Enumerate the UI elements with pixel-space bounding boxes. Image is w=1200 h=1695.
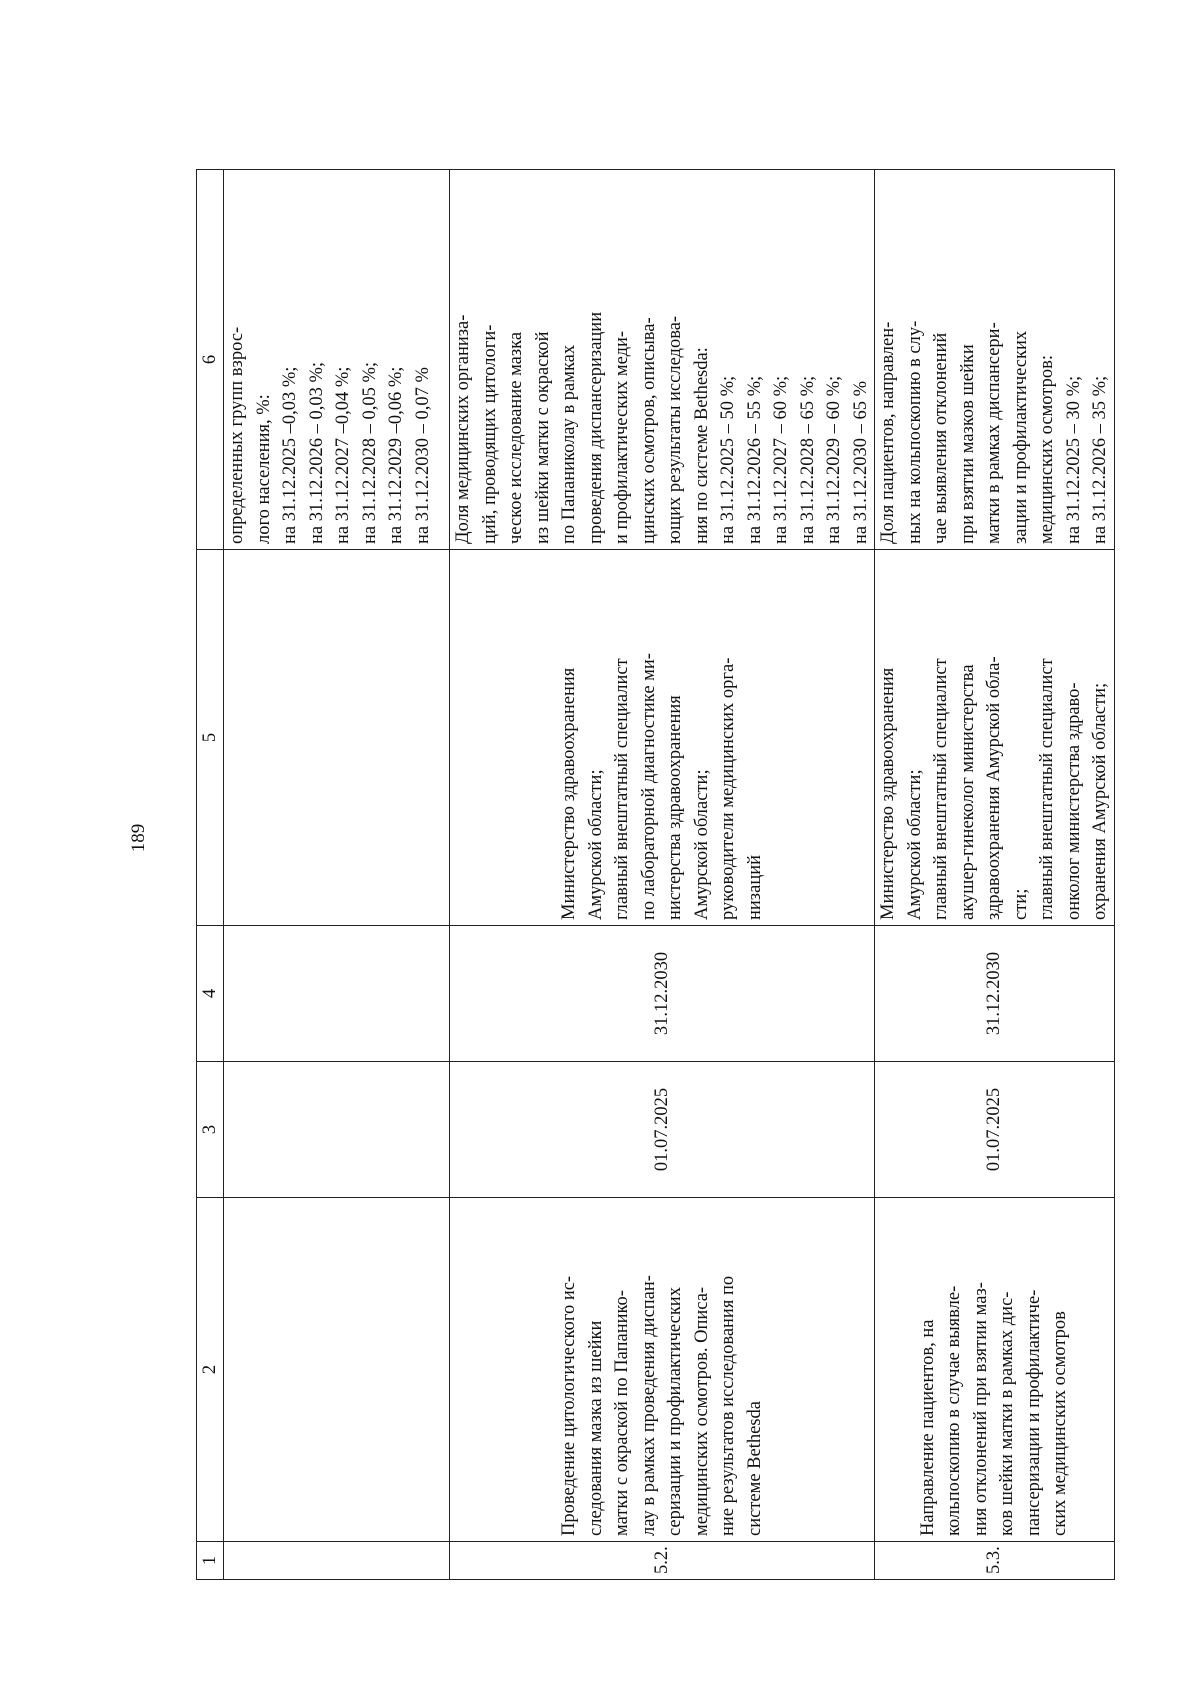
indicator-cell — [224, 170, 450, 550]
table-header-row — [197, 170, 224, 1580]
indicator-text: Доля медицинских организа- ций, проводящих цитологи- ческое исследование мазка из шейки матки с окраской по Папаниколау в рамках проведения диспансеризации и профилактических меди- цинских осмотров, описыва- ющих результаты исследова- ния по системе Bethesda: на 31.12.2025 – 50 %; на 31.12.2026 – 55 %; на 31.12.2027 – 60 %; на 31.12.2028 – 65 %; на 31.12.2029 – 60 %; на 31.12.2030 – 65 % — [453, 311, 871, 544]
responsible-cell — [450, 550, 875, 926]
start-date-cell: 01.07.2025 — [875, 1062, 1115, 1198]
table-row — [224, 170, 450, 1580]
responsible-cell — [224, 550, 450, 926]
start-date-cell — [224, 1062, 450, 1198]
table-row — [875, 170, 1115, 1580]
start-date-cell: 01.07.2025 — [450, 1062, 875, 1198]
column-header: 2 — [197, 1198, 224, 1542]
responsible-text: Министерство здравоохранения Амурской области; главный внештатный специалист акушер-гинеколог министерства здравоохранения Амурской обла- сти; главный внештатный специалист онколог министерства здраво- охранения Амурской области; — [878, 656, 1110, 920]
row-number: 5.3. — [875, 1542, 1115, 1580]
indicator-text: определенных групп взрос- лого населения, %: на 31.12.2025 –0,03 %; на 31.12.2026 – 0,03 %; на 31.12.2027 –0,04 %; на 31.12.2028 – 0,05 %; на 31.12.2029 –0,06 %; на 31.12.2030 – 0,07 % — [227, 326, 433, 544]
page-number: 189 — [128, 823, 149, 853]
action-cell — [875, 1198, 1115, 1542]
column-header: 1 — [197, 1542, 224, 1580]
indicator-cell — [875, 170, 1115, 550]
column-header: 6 — [197, 170, 224, 550]
action-cell — [450, 1198, 875, 1542]
row-number: 5.2. — [450, 1542, 875, 1580]
column-header: 4 — [197, 926, 224, 1062]
row-number — [224, 1542, 450, 1580]
end-date-cell: 31.12.2030 — [875, 926, 1115, 1062]
action-cell — [224, 1198, 450, 1542]
indicator-cell — [450, 170, 875, 550]
plan-table-rotated — [196, 170, 1110, 1580]
end-date-cell: 31.12.2030 — [450, 926, 875, 1062]
table-row — [450, 170, 875, 1580]
plan-table — [196, 169, 1115, 1580]
indicator-text: Доля пациентов, направлен- ных на кольпоскопию в слу- чае выявления отклонений при взятии мазков шейки матки в рамках диспансери- зации и профилактических медицинских осмотров: на 31.12.2025 – 30 %; на 31.12.2026 – 35 %; — [878, 320, 1110, 544]
column-header: 5 — [197, 550, 224, 926]
action-text: Проведение цитологического ис- следования мазка из шейки матки с окраской по Папанико- лау в рамках проведения диспан- серизации и профилактических медицинских осмотров. Описа- ние результатов исследования по системе Bethesda — [559, 1275, 765, 1536]
responsible-text: Министерство здравоохранения Амурской области; главный внештатный специалист по лабораторной диагностике ми- нистерства здравоохранения Амурской области; руководители медицинских орга- низаций — [559, 653, 765, 920]
action-text: Направление пациентов, на кольпоскопию в случае выявле- ния отклонений при взятии маз- ков шейки матки в рамках дис- пансеризации и профилактиче- ских медицинских осмотров — [917, 1282, 1071, 1536]
responsible-cell — [875, 550, 1115, 926]
column-header: 3 — [197, 1062, 224, 1198]
end-date-cell — [224, 926, 450, 1062]
